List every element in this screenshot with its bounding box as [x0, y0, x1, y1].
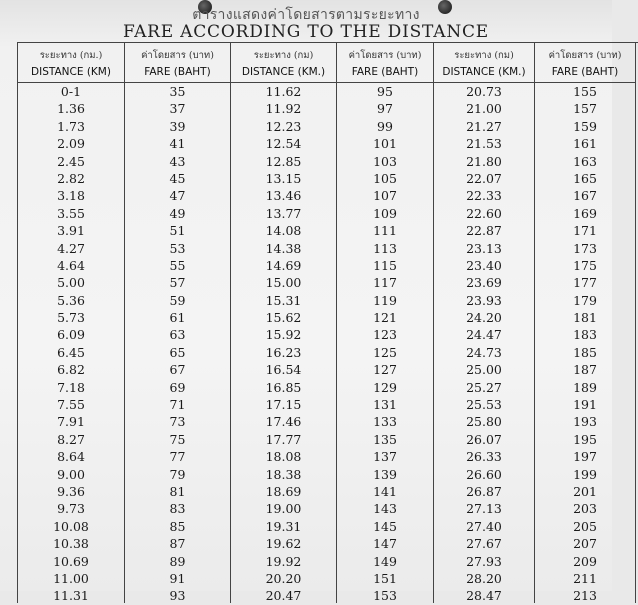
- distance-cell: 18.08: [265, 449, 302, 465]
- fare-cell: 119: [373, 292, 397, 308]
- fare-cell: 131: [373, 397, 397, 413]
- distance-cell: 23.40: [466, 257, 502, 273]
- distance-cell: 23.13: [466, 240, 502, 256]
- fare-cell: 115: [373, 257, 397, 273]
- fare-cell: 123: [373, 327, 397, 343]
- fare-cell: 81: [169, 483, 186, 499]
- fare-cell: 173: [573, 240, 597, 256]
- column-header-thai: ระยะทาง (กม.): [39, 50, 103, 61]
- distance-cell: 11.62: [265, 84, 302, 99]
- fare-cell: 107: [373, 188, 397, 204]
- distance-cell: 25.00: [466, 362, 502, 378]
- distance-cell: 13.15: [265, 170, 302, 186]
- fare-cell: 195: [573, 431, 597, 447]
- distance-cell: 26.60: [466, 466, 502, 482]
- distance-cell: 9.36: [57, 483, 85, 499]
- fare-cell: 99: [377, 118, 393, 134]
- distance-cell: 2.82: [57, 170, 85, 186]
- column-header: [125, 43, 230, 83]
- fare-cell: 37: [169, 101, 186, 117]
- fare-cell: 137: [373, 449, 397, 465]
- column-header-english: FARE (BAHT): [351, 66, 419, 78]
- fare-list: [337, 83, 433, 605]
- fare-cell: 143: [373, 501, 397, 517]
- fare-cell: 85: [169, 518, 186, 534]
- distance-cell: 27.67: [466, 536, 502, 552]
- distance-cell: 20.73: [466, 84, 502, 99]
- distance-list: [231, 83, 336, 605]
- fare-cell: 59: [169, 292, 186, 308]
- fare-cell: 125: [373, 344, 397, 360]
- distance-cell: 19.00: [265, 501, 302, 517]
- distance-cell: 18.69: [265, 483, 302, 499]
- distance-cell: 16.54: [265, 362, 302, 378]
- fare-cell: 149: [373, 553, 397, 569]
- fare-cell: 133: [373, 414, 397, 430]
- distance-cell: 17.77: [265, 431, 302, 447]
- column-header-english: DISTANCE (KM): [31, 66, 111, 78]
- distance-cell: 25.27: [466, 379, 502, 395]
- fare-cell: 57: [169, 275, 186, 291]
- fare-cell: 71: [169, 397, 186, 413]
- fare-cell: 159: [573, 118, 597, 134]
- fare-cell: 109: [373, 205, 397, 221]
- fare-cell: 91: [169, 570, 186, 586]
- fare-cell: 145: [373, 518, 397, 534]
- column-header-english: FARE (BAHT): [551, 66, 619, 78]
- distance-cell: 23.69: [466, 275, 502, 291]
- fare-cell: 157: [573, 101, 597, 117]
- fare-cell: 161: [573, 136, 597, 152]
- distance-cell: 24.47: [466, 327, 502, 343]
- title-thai: ตารางแสดงค่าโดยสารตามระยะทาง: [192, 7, 420, 23]
- fare-cell: 121: [373, 310, 397, 326]
- fare-cell: 151: [373, 570, 397, 586]
- distance-cell: 28.20: [466, 570, 502, 586]
- distance-cell: 3.18: [57, 188, 85, 204]
- fare-cell: 181: [573, 310, 597, 326]
- distance-cell: 12.85: [265, 153, 302, 169]
- fare-cell: 67: [169, 362, 186, 378]
- fare-cell: 199: [573, 466, 597, 482]
- distance-cell: 10.08: [53, 518, 89, 534]
- distance-cell: 22.87: [466, 223, 502, 239]
- distance-cell: 9.73: [57, 501, 85, 517]
- fare-cell: 147: [373, 536, 397, 552]
- distance-cell: 11.92: [265, 101, 302, 117]
- distance-cell: 25.80: [466, 414, 502, 430]
- distance-cell: 21.53: [466, 136, 502, 152]
- fare-cell: 155: [573, 84, 597, 99]
- fare-cell: 187: [573, 362, 597, 378]
- column-fare-3: [535, 43, 636, 603]
- column-header: [535, 43, 635, 83]
- distance-cell: 24.20: [466, 310, 502, 326]
- distance-cell: 17.46: [265, 414, 302, 430]
- fare-cell: 211: [573, 570, 597, 586]
- fare-cell: 69: [169, 379, 186, 395]
- fare-cell: 51: [169, 223, 186, 239]
- column-header: [231, 43, 336, 83]
- distance-cell: 12.54: [265, 136, 302, 152]
- fare-cell: 165: [573, 170, 597, 186]
- distance-cell: 6.45: [57, 344, 85, 360]
- distance-cell: 6.82: [57, 362, 85, 378]
- distance-cell: 5.00: [57, 275, 85, 291]
- distance-cell: 8.27: [57, 431, 85, 447]
- distance-cell: 2.45: [57, 153, 85, 169]
- fare-cell: 87: [169, 536, 186, 552]
- column-header-english: DISTANCE (KM.): [241, 66, 326, 78]
- fare-cell: 167: [573, 188, 597, 204]
- distance-cell: 22.07: [466, 170, 502, 186]
- distance-cell: 21.00: [466, 101, 502, 117]
- distance-cell: 24.73: [466, 344, 502, 360]
- distance-list: [18, 83, 124, 605]
- column-fare-1: [125, 43, 231, 603]
- fare-cell: 171: [573, 223, 597, 239]
- distance-cell: 22.33: [466, 188, 502, 204]
- fare-cell: 77: [169, 449, 186, 465]
- fare-cell: 179: [573, 292, 597, 308]
- fare-cell: 93: [169, 588, 186, 604]
- fare-cell: 73: [169, 414, 186, 430]
- distance-cell: 13.46: [265, 188, 302, 204]
- fare-cell: 207: [573, 536, 597, 552]
- fare-cell: 83: [169, 501, 186, 517]
- distance-cell: 13.77: [265, 205, 302, 221]
- fare-cell: 177: [573, 275, 597, 291]
- distance-cell: 28.47: [466, 588, 502, 604]
- column-header: [337, 43, 433, 83]
- distance-cell: 11.00: [53, 570, 89, 586]
- fare-cell: 39: [169, 118, 186, 134]
- fare-cell: 41: [169, 136, 186, 152]
- distance-cell: 3.55: [57, 205, 85, 221]
- distance-cell: 17.15: [265, 397, 302, 413]
- fare-cell: 129: [373, 379, 397, 395]
- distance-cell: 19.92: [265, 553, 302, 569]
- fare-cell: 65: [169, 344, 186, 360]
- fare-cell: 95: [377, 84, 393, 99]
- distance-cell: 16.85: [265, 379, 302, 395]
- fare-cell: 153: [373, 588, 397, 604]
- fare-cell: 183: [573, 327, 597, 343]
- column-header-thai: ระยะทาง (กม): [253, 50, 314, 61]
- column-header: [434, 43, 534, 83]
- distance-cell: 3.91: [57, 223, 85, 239]
- distance-cell: 26.87: [466, 483, 502, 499]
- fare-cell: 103: [373, 153, 397, 169]
- fare-cell: 97: [377, 101, 393, 117]
- fare-cell: 113: [373, 240, 397, 256]
- distance-cell: 12.23: [265, 118, 302, 134]
- distance-cell: 26.33: [466, 449, 502, 465]
- distance-cell: 8.64: [57, 449, 85, 465]
- fare-cell: 213: [573, 588, 597, 604]
- distance-cell: 23.93: [466, 292, 502, 308]
- distance-cell: 15.00: [265, 275, 302, 291]
- distance-cell: 14.69: [265, 257, 302, 273]
- fare-cell: 197: [573, 449, 597, 465]
- distance-cell: 7.91: [57, 414, 85, 430]
- fare-cell: 101: [373, 136, 397, 152]
- fare-cell: 205: [573, 518, 597, 534]
- distance-cell: 18.38: [265, 466, 302, 482]
- fare-cell: 189: [573, 379, 597, 395]
- fare-cell: 163: [573, 153, 597, 169]
- distance-cell: 7.55: [57, 397, 85, 413]
- distance-cell: 27.93: [466, 553, 502, 569]
- distance-cell: 14.38: [265, 240, 302, 256]
- distance-cell: 20.47: [265, 588, 302, 604]
- fare-cell: 191: [573, 397, 597, 413]
- fare-cell: 49: [169, 205, 186, 221]
- distance-cell: 20.20: [265, 570, 302, 586]
- fare-cell: 139: [373, 466, 397, 482]
- distance-cell: 6.09: [57, 327, 85, 343]
- distance-cell: 15.92: [265, 327, 302, 343]
- column-header-thai: ค่าโดยสาร (บาท): [141, 50, 214, 61]
- distance-cell: 9.00: [57, 466, 85, 482]
- distance-cell: 21.80: [466, 153, 502, 169]
- fare-cell: 105: [373, 170, 397, 186]
- distance-cell: 4.64: [57, 257, 85, 273]
- column-header-english: FARE (BAHT): [144, 66, 211, 78]
- distance-list: [434, 83, 534, 605]
- distance-cell: 5.36: [57, 292, 85, 308]
- distance-cell: 19.31: [265, 518, 302, 534]
- distance-cell: 7.18: [57, 379, 85, 395]
- distance-cell: 11.31: [53, 588, 89, 604]
- distance-cell: 14.08: [265, 223, 302, 239]
- fare-cell: 61: [169, 310, 186, 326]
- distance-cell: 25.53: [466, 397, 502, 413]
- fare-cell: 63: [169, 327, 186, 343]
- distance-cell: 5.73: [57, 310, 85, 326]
- distance-cell: 1.36: [57, 101, 85, 117]
- column-header-english: DISTANCE (KM.): [442, 66, 526, 78]
- column-distance-2: [231, 43, 337, 603]
- fare-cell: 169: [573, 205, 597, 221]
- fare-cell: 203: [573, 501, 597, 517]
- fare-cell: 175: [573, 257, 597, 273]
- fare-cell: 55: [169, 257, 186, 273]
- distance-cell: 22.60: [466, 205, 502, 221]
- fare-cell: 75: [169, 431, 186, 447]
- fare-cell: 53: [169, 240, 186, 256]
- fare-cell: 127: [373, 362, 397, 378]
- fare-cell: 111: [373, 223, 397, 239]
- distance-cell: 27.13: [466, 501, 502, 517]
- distance-cell: 1.73: [57, 118, 85, 134]
- fare-table: [17, 42, 638, 603]
- distance-cell: 10.69: [53, 553, 89, 569]
- fare-cell: 89: [169, 553, 186, 569]
- fare-cell: 141: [373, 483, 397, 499]
- column-header-thai: ระยะทาง (กม): [454, 50, 514, 61]
- fare-cell: 185: [573, 344, 597, 360]
- fare-cell: 45: [169, 170, 186, 186]
- column-distance-3: [434, 43, 535, 603]
- distance-cell: 10.38: [53, 536, 89, 552]
- distance-cell: 4.27: [57, 240, 85, 256]
- distance-cell: 15.62: [265, 310, 302, 326]
- column-header-thai: ค่าโดยสาร (บาท): [348, 50, 422, 61]
- distance-cell: 19.62: [265, 536, 302, 552]
- title-english: FARE ACCORDING TO THE DISTANCE: [122, 22, 490, 42]
- distance-cell: 26.07: [466, 431, 502, 447]
- fare-cell: 47: [169, 188, 186, 204]
- distance-cell: 27.40: [466, 518, 502, 534]
- column-distance-1: [18, 43, 125, 603]
- distance-cell: 15.31: [265, 292, 302, 308]
- fare-list: [535, 83, 635, 605]
- fare-cell: 201: [573, 483, 597, 499]
- fare-cell: 35: [169, 84, 186, 99]
- distance-cell: 21.27: [466, 118, 502, 134]
- column-header-thai: ค่าโดยสาร (บาท): [548, 50, 622, 61]
- fare-cell: 135: [373, 431, 397, 447]
- fare-cell: 193: [573, 414, 597, 430]
- column-header: [18, 43, 124, 83]
- column-fare-2: [337, 43, 434, 603]
- fare-list: [125, 83, 230, 605]
- distance-cell: 2.09: [57, 136, 85, 152]
- fare-cell: 117: [373, 275, 397, 291]
- distance-cell: 16.23: [265, 344, 302, 360]
- fare-cell: 79: [169, 466, 186, 482]
- fare-cell: 209: [573, 553, 597, 569]
- fare-cell: 43: [169, 153, 186, 169]
- distance-cell: 0-1: [60, 84, 82, 99]
